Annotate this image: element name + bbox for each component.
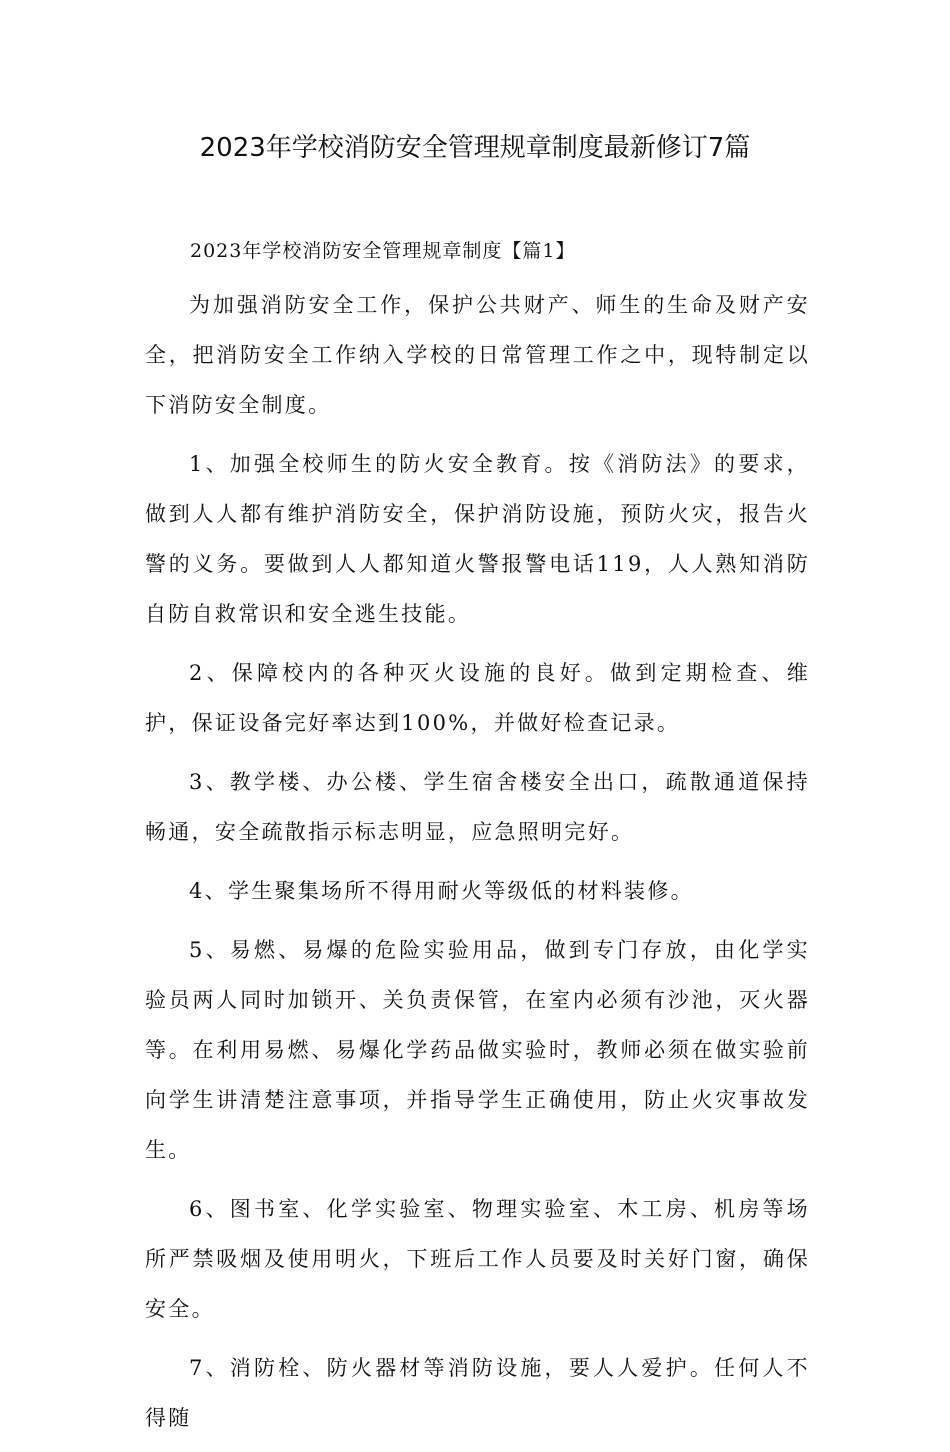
- paragraph-item-2: 2、保障校内的各种灭火设施的良好。做到定期检查、维护，保证设备完好率达到100%，并做好检查记录。: [145, 661, 810, 735]
- document-body: [145, 280, 810, 1452]
- paragraph-intro: 为加强消防安全工作，保护公共财产、师生的生命及财产安全，把消防安全工作纳入学校的日常管理工作之中，现特制定以下消防安全制度。: [145, 293, 810, 417]
- paragraph-item-1: 1、加强全校师生的防火安全教育。按《消防法》的要求，做到人人都有维护消防安全，保护消防设施，预防火灾，报告火警的义务。要做到人人都知道火警报警电话119，人人熟知消防自防自救常识和安全逃生技能。: [145, 452, 810, 626]
- paragraph-item-4: 4、学生聚集场所不得用耐火等级低的材料装修。: [189, 879, 694, 903]
- document-title: 2023年学校消防安全管理规章制度最新修订7篇: [199, 133, 751, 163]
- paragraph-item-3: 3、教学楼、办公楼、学生宿舍楼安全出口，疏散通道保持畅通，安全疏散指示标志明显，应急照明完好。: [145, 770, 810, 844]
- section-heading: 2023年学校消防安全管理规章制度【篇1】: [190, 240, 576, 262]
- paragraph-item-5: 5、易燃、易爆的危险实验用品，做到专门存放，由化学实验员两人同时加锁开、关负责保管，在室内必须有沙池，灭火器等。在利用易燃、易爆化学药品做实验时，教师必须在做实验前向学生讲清楚注意事项，并指导学生正确使用，防止火灾事故发生。: [145, 938, 810, 1162]
- paragraph-item-6: 6、图书室、化学实验室、物理实验室、木工房、机房等场所严禁吸烟及使用明火，下班后工作人员要及时关好门窗，确保安全。: [145, 1197, 810, 1321]
- paragraph-item-7: 7、消防栓、防火器材等消防设施，要人人爱护。任何人不得随: [145, 1356, 810, 1430]
